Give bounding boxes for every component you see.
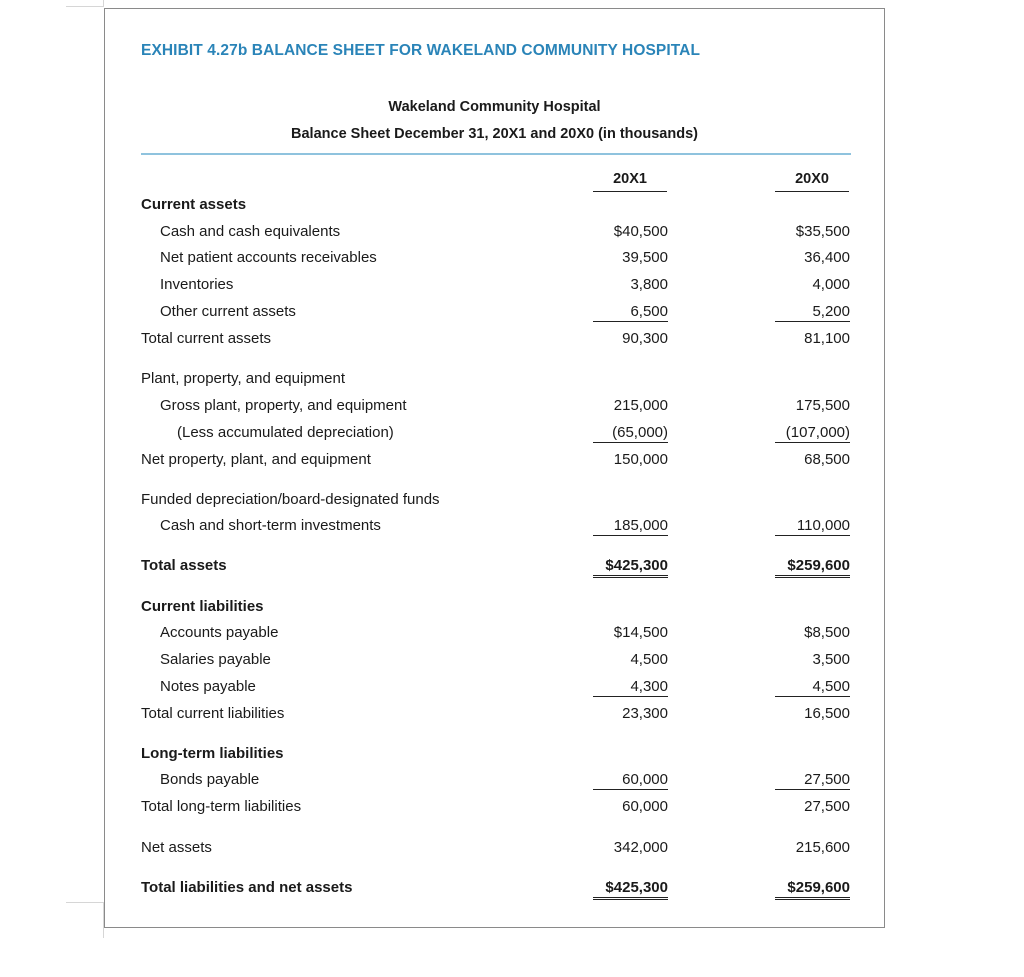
row-label: Notes payable <box>160 678 256 695</box>
row-label: Total liabilities and net assets <box>141 879 353 896</box>
value-20x0: 110,000 <box>775 517 850 536</box>
value-20x1: 6,500 <box>593 303 668 322</box>
value-20x1: 342,000 <box>613 839 668 856</box>
row-total-long-term-liabilities <box>0 798 1024 820</box>
value-20x0: 4,000 <box>812 276 850 293</box>
row-salaries-payable <box>0 651 1024 673</box>
value-20x0: $259,600 <box>775 557 850 578</box>
row-notes-payable <box>0 678 1024 700</box>
row-label: Current liabilities <box>141 598 264 615</box>
row-label: Plant, property, and equipment <box>141 370 346 387</box>
value-20x0: $35,500 <box>795 223 850 240</box>
row-label: Cash and short-term investments <box>160 517 381 534</box>
value-20x1: 185,000 <box>593 517 668 536</box>
section-header-current-assets <box>0 196 1024 218</box>
row-receivables <box>0 249 1024 271</box>
exhibit-title: EXHIBIT 4.27b BALANCE SHEET FOR WAKELAND COMMUNITY HOSPITAL <box>141 42 701 59</box>
value-20x1: $425,300 <box>593 879 668 900</box>
row-label: Salaries payable <box>160 651 271 668</box>
value-20x1: 4,500 <box>630 651 668 668</box>
row-label: Cash and cash equivalents <box>160 223 341 240</box>
value-20x1: 3,800 <box>630 276 668 293</box>
value-20x1: 39,500 <box>622 249 668 266</box>
title-divider <box>141 153 851 155</box>
row-total-liabilities-and-net-assets <box>0 879 1024 901</box>
organization-name: Wakeland Community Hospital <box>388 99 601 115</box>
row-total-current-assets <box>0 330 1024 352</box>
row-other-current-assets <box>0 303 1024 325</box>
page-corner-mark <box>103 0 104 7</box>
value-20x1: $40,500 <box>613 223 668 240</box>
row-cash <box>0 223 1024 245</box>
row-label: Net patient accounts receivables <box>160 249 377 266</box>
row-label: Bonds payable <box>160 771 260 788</box>
column-header-20x0: 20X0 <box>775 171 849 192</box>
row-label: Long-term liabilities <box>141 745 284 762</box>
row-label: Net property, plant, and equipment <box>141 451 371 468</box>
column-header-20x1: 20X1 <box>593 171 667 192</box>
value-20x1: 90,300 <box>622 330 668 347</box>
value-20x0: 27,500 <box>804 798 850 815</box>
row-total-assets <box>0 557 1024 579</box>
statement-subtitle: Balance Sheet December 31, 20X1 and 20X0 (in thousands) <box>291 126 698 142</box>
value-20x0: (107,000) <box>775 424 850 443</box>
row-net-assets <box>0 839 1024 861</box>
row-label: Total assets <box>141 557 227 574</box>
value-20x1: 215,000 <box>613 397 668 414</box>
value-20x1: 23,300 <box>622 705 668 722</box>
value-20x0: $8,500 <box>804 624 850 641</box>
value-20x0: 27,500 <box>775 771 850 790</box>
section-header-long-term-liabilities <box>0 745 1024 767</box>
value-20x1: 150,000 <box>613 451 668 468</box>
page-corner-mark <box>66 6 104 7</box>
page-corner-mark <box>66 902 104 903</box>
row-short-term-investments <box>0 517 1024 539</box>
row-net-ppe <box>0 451 1024 473</box>
value-20x1: 4,300 <box>593 678 668 697</box>
value-20x0: 68,500 <box>804 451 850 468</box>
value-20x1: (65,000) <box>593 424 668 443</box>
row-accumulated-depreciation <box>0 424 1024 446</box>
row-label: Net assets <box>141 839 212 856</box>
value-20x0: $259,600 <box>775 879 850 900</box>
row-label: Total current liabilities <box>141 705 285 722</box>
row-label: Current assets <box>141 196 247 213</box>
row-inventories <box>0 276 1024 298</box>
row-bonds-payable <box>0 771 1024 793</box>
value-20x1: $425,300 <box>593 557 668 578</box>
row-label: Funded depreciation/board-designated funds <box>141 491 440 508</box>
value-20x0: 3,500 <box>812 651 850 668</box>
section-header-current-liabilities <box>0 598 1024 620</box>
row-label: Other current assets <box>160 303 296 320</box>
value-20x0: 81,100 <box>804 330 850 347</box>
row-label: Inventories <box>160 276 234 293</box>
value-20x0: 175,500 <box>795 397 850 414</box>
value-20x1: $14,500 <box>613 624 668 641</box>
section-header-funded-depreciation <box>0 491 1024 513</box>
row-total-current-liabilities <box>0 705 1024 727</box>
value-20x0: 36,400 <box>804 249 850 266</box>
row-accounts-payable <box>0 624 1024 646</box>
row-label: Total long-term liabilities <box>141 798 302 815</box>
value-20x1: 60,000 <box>622 798 668 815</box>
row-gross-ppe <box>0 397 1024 419</box>
row-label: Accounts payable <box>160 624 279 641</box>
section-header-ppe <box>0 370 1024 392</box>
value-20x0: 215,600 <box>795 839 850 856</box>
row-label: Gross plant, property, and equipment <box>160 397 407 414</box>
value-20x0: 5,200 <box>775 303 850 322</box>
value-20x1: 60,000 <box>593 771 668 790</box>
row-label: (Less accumulated depreciation) <box>177 424 394 441</box>
value-20x0: 16,500 <box>804 705 850 722</box>
row-label: Total current assets <box>141 330 272 347</box>
value-20x0: 4,500 <box>775 678 850 697</box>
